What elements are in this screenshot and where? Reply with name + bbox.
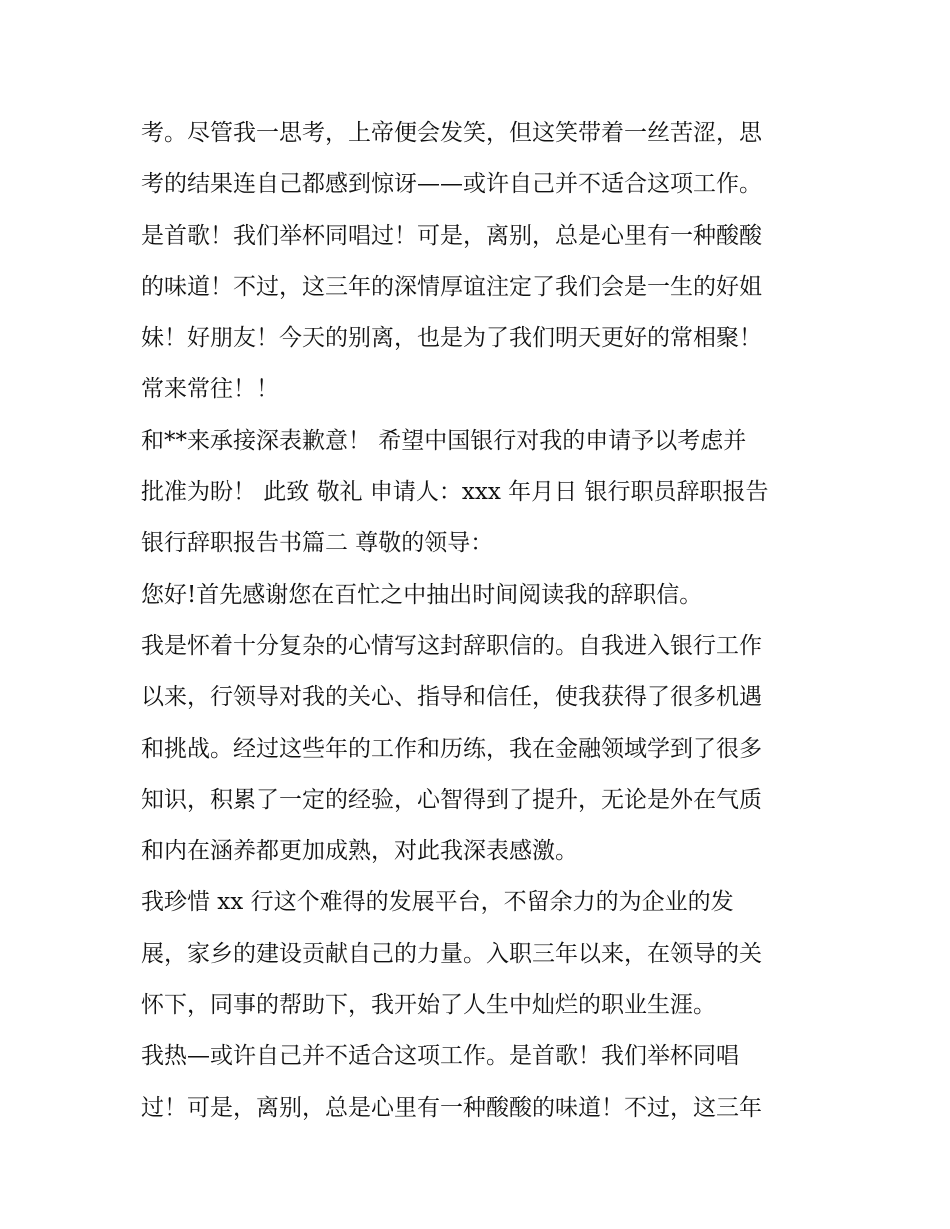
text-line: 妹！好朋友！今天的别离，也是为了我们明天更好的常相聚！ bbox=[141, 325, 762, 352]
text-line: 批准为盼！ 此致 敬礼 申请人：xxx 年月日 银行职员辞职报告 bbox=[141, 479, 769, 506]
text-line: 展，家乡的建设贡献自己的力量。入职三年以来，在领导的关 bbox=[141, 940, 762, 967]
text-line: 怀下，同事的帮助下，我开始了人生中灿烂的职业生涯。 bbox=[141, 992, 716, 1019]
text-line: 是首歌！我们举杯同唱过！可是，离别，总是心里有一种酸酸 bbox=[141, 222, 762, 249]
text-line: 考。尽管我一思考，上帝便会发笑，但这笑带着一丝苦涩，思 bbox=[141, 120, 762, 146]
text-line: 我珍惜 xx 行这个难得的发展平台，不留余力的为企业的发 bbox=[141, 889, 734, 916]
text-line: 过！可是，离别，总是心里有一种酸酸的味道！不过，这三年 bbox=[141, 1094, 762, 1121]
text-line: 我热—或许自己并不适合这项工作。是首歌！我们举杯同唱 bbox=[141, 1043, 739, 1070]
document-body bbox=[141, 108, 821, 1134]
text-line: 考的结果连自己都感到惊讶——或许自己并不适合这项工作。 bbox=[141, 171, 762, 198]
text-line: 以来，行领导对我的关心、指导和信任，使我获得了很多机遇 bbox=[141, 684, 762, 711]
text-line: 银行辞职报告书篇二 尊敬的领导： bbox=[141, 530, 494, 557]
text-line: 和挑战。经过这些年的工作和历练，我在金融领域学到了很多 bbox=[141, 735, 762, 762]
text-line: 知识，积累了一定的经验，心智得到了提升，无论是外在气质 bbox=[141, 786, 762, 813]
text-line: 和内在涵养都更加成熟，对此我深表感激。 bbox=[141, 838, 578, 865]
text-line: 我是怀着十分复杂的心情写这封辞职信的。自我进入银行工作 bbox=[141, 632, 762, 659]
text-line: 和**来承接深表歉意！ 希望中国银行对我的申请予以考虑并 bbox=[141, 427, 747, 454]
text-line: 的味道！不过，这三年的深情厚谊注定了我们会是一生的好姐 bbox=[141, 273, 762, 300]
text-line: 常来常往！！ bbox=[141, 376, 279, 403]
text-line: 您好!首先感谢您在百忙之中抽出时间阅读我的辞职信。 bbox=[141, 581, 703, 608]
